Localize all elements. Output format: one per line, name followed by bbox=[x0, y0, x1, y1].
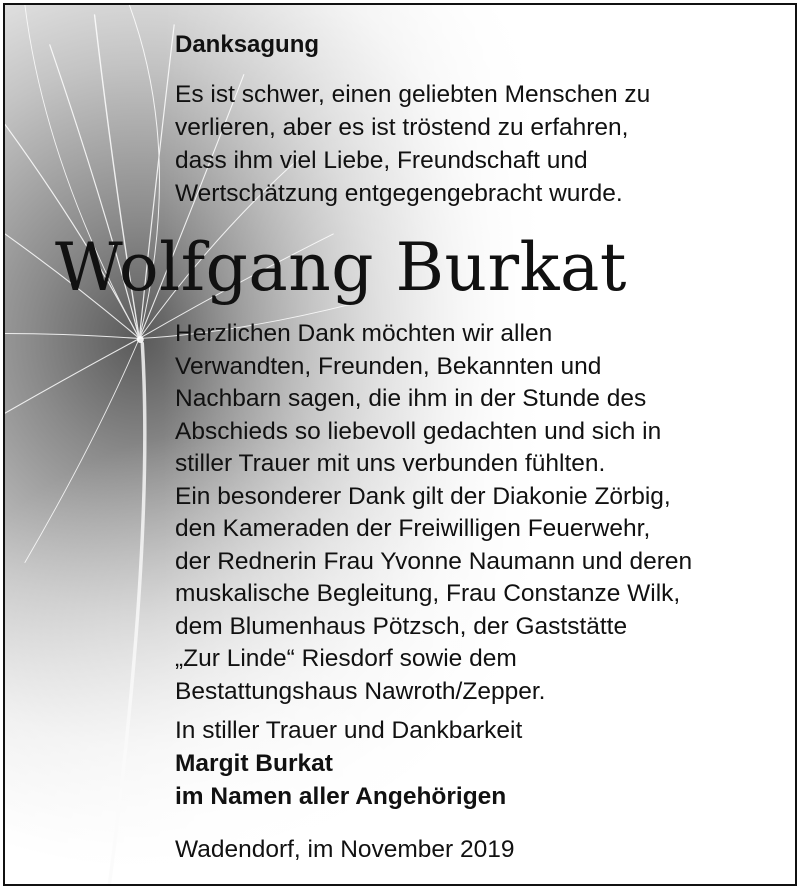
thanks-line: Abschieds so liebevoll gedachten und sich in bbox=[175, 417, 662, 445]
thanks-text bbox=[175, 318, 785, 708]
thanks-line: Ein besonderer Dank gilt der Diakonie Zörbig, bbox=[175, 482, 671, 510]
obituary-card bbox=[3, 3, 797, 886]
deceased-name: Wolfgang Burkat bbox=[55, 229, 627, 306]
intro-line: Es ist schwer, einen geliebten Menschen zu bbox=[175, 81, 651, 108]
thanks-line: muskalische Begleitung, Frau Constanze Wilk, bbox=[175, 580, 681, 607]
thanks-line: den Kameraden der Freiwilligen Feuerwehr, bbox=[175, 515, 651, 542]
thanks-line: der Rednerin Frau Yvonne Naumann und deren bbox=[175, 547, 693, 575]
intro-line: dass ihm viel Liebe, Freundschaft und bbox=[175, 147, 588, 174]
closing-line: In stiller Trauer und Dankbarkeit bbox=[175, 717, 523, 744]
thanks-line: „Zur Linde“ Riesdorf sowie dem bbox=[175, 645, 517, 672]
thanks-line: Bestattungshaus Nawroth/Zepper. bbox=[175, 677, 546, 705]
signer-name: Margit Burkat bbox=[175, 750, 333, 777]
closing-block bbox=[175, 714, 522, 813]
thanks-line: Herzlichen Dank möchten wir allen bbox=[175, 320, 553, 347]
signer-family: im Namen aller Angehörigen bbox=[175, 783, 507, 810]
intro-text bbox=[175, 78, 775, 210]
intro-line: verlieren, aber es ist tröstend zu erfahren, bbox=[175, 114, 629, 141]
thanks-line: stiller Trauer mit uns verbunden fühlten. bbox=[175, 450, 606, 477]
thanks-line: Nachbarn sagen, die ihm in der Stunde des bbox=[175, 385, 647, 412]
thanks-line: dem Blumenhaus Pötzsch, der Gaststätte bbox=[175, 612, 628, 640]
thanks-line: Verwandten, Freunden, Bekannten und bbox=[175, 352, 602, 380]
place-date: Wadendorf, im November 2019 bbox=[175, 836, 515, 863]
heading: Danksagung bbox=[175, 31, 320, 58]
intro-line: Wertschätzung entgegengebracht wurde. bbox=[175, 180, 623, 207]
